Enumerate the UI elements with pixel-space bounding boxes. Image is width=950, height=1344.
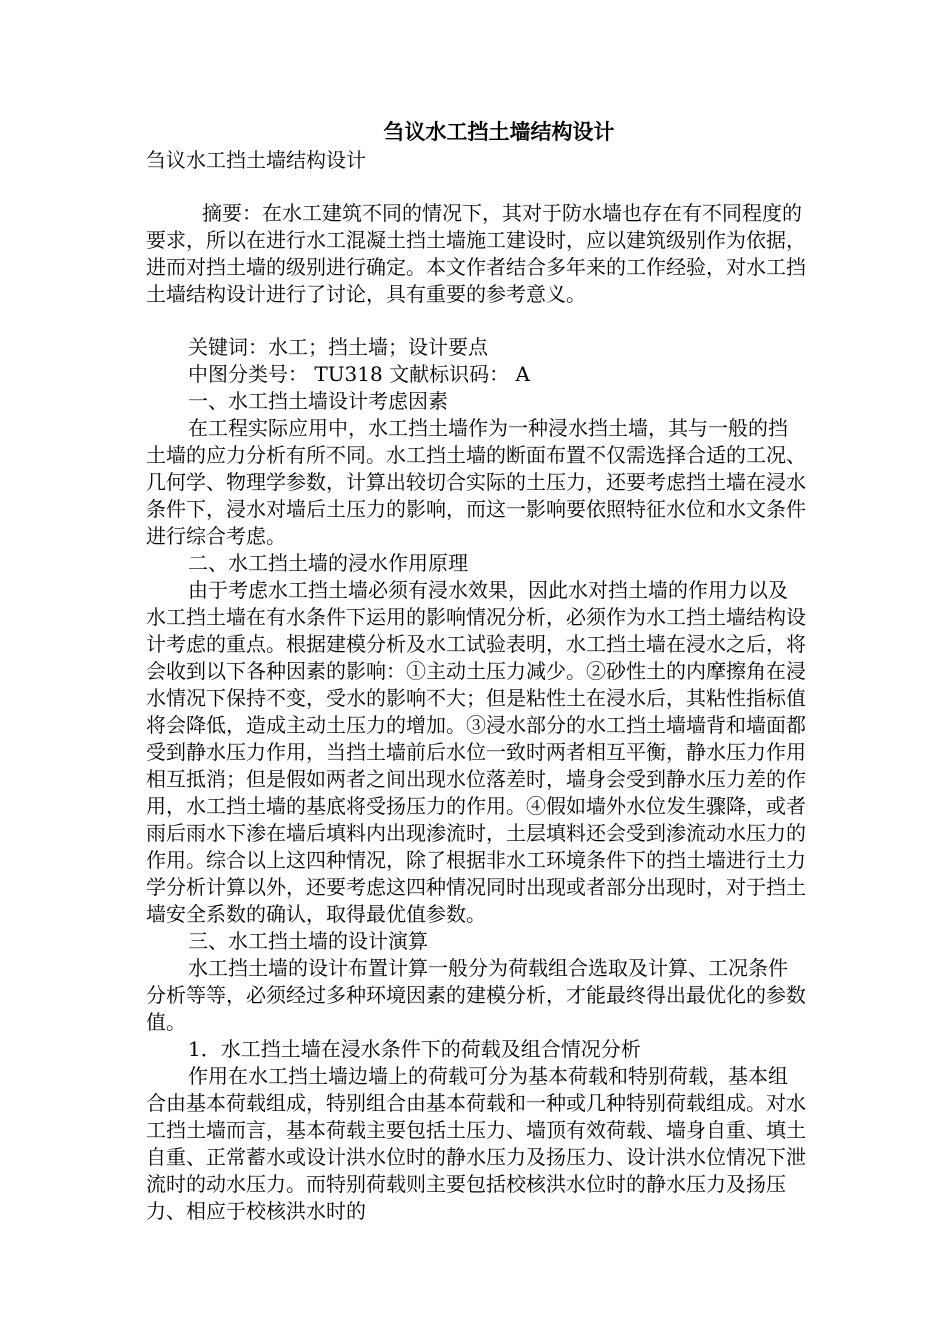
keywords-line: 关键词：水工；挡土墙；设计要点	[188, 335, 488, 359]
section-2-paragraph: 由于考虑水工挡土墙必须有浸水效果，因此水对挡土墙的作用力以及水工挡土墙在有水条件下运用的影响情况分析，必须作为水工挡土墙结构设计考虑的重点。根据建模分析及水工试验表明，水工挡土墙在浸水之后，将会收到以下各种因素的影响：①主动土压力减少。②砂性土的内摩擦角在浸水情况下保持不变，受水的影响不大；但是粘性土在浸水后，其粘性指标值将会降低，造成主动土压力的增加。③浸水部分的水工挡土墙墙背和墙面都受到静水压力作用，当挡土墙前后水位一致时两者相互平衡，静水压力作用相互抵消；但是假如两者之间出现水位落差时，墙身会受到静水压力差的作用，水工挡土墙的基底将受扬压力的作用。④假如墙外水位发生骤降，或者雨后雨水下渗在墙后填料内出现渗流时，土层填料还会受到渗流动水压力的作用。综合以上这四种情况，除了根据非水工环境条件下的挡土墙进行土力学分析计算以外，还要考虑这四种情况同时出现或者部分出现时，对于挡土墙安全系数的确认，取得最优值参数。	[146, 578, 806, 926]
section-heading-3: 三、水工挡土墙的设计演算	[188, 929, 428, 953]
document-title: 刍议水工挡土墙结构设计	[383, 119, 615, 144]
spacer	[146, 308, 806, 334]
subsection-heading-3-1: 1．水工挡土墙在浸水条件下的荷载及组合情况分析	[188, 1037, 641, 1061]
spacer	[146, 174, 806, 200]
section-3-paragraph: 水工挡土墙的设计布置计算一般分为荷载组合选取及计算、工况条件分析等等，必须经过多种环境因素的建模分析，才能最终得出最优化的参数值。	[146, 956, 806, 1034]
section-1-paragraph: 在工程实际应用中，水工挡土墙作为一种浸水挡土墙，其与一般的挡土墙的应力分析有所不同。水工挡土墙的断面布置不仅需选择合适的工况、几何学、物理学参数，计算出较切合实际的土压力，还要考虑挡土墙在浸水条件下，浸水对墙后土压力的影响，而这一影响要依照特征水位和水文条件进行综合考虑。	[146, 416, 806, 548]
document-subtitle: 刍议水工挡土墙结构设计	[146, 148, 366, 172]
subsection-3-1-paragraph: 作用在水工挡土墙边墙上的荷载可分为基本荷载和特别荷载，基本组合由基本荷载组成，特别组合由基本荷载和一种或几种特别荷载组成。对水工挡土墙而言，基本荷载主要包括土压力、墙顶有效荷载、墙身自重、填土自重、正常蓄水或设计洪水位时的静水压力及扬压力、设计洪水位情况下泄流时的动水压力。而特别荷载则主要包括校核洪水位时的静水压力及扬压力、相应于校核洪水时的	[146, 1064, 806, 1223]
abstract-paragraph: 摘要：在水工建筑不同的情况下，其对于防水墙也存在有不同程度的要求，所以在进行水工混凝土挡土墙施工建设时，应以建筑级别作为依据，进而对挡土墙的级别进行确定。本文作者结合多年来的工作经验，对水工挡土墙结构设计进行了讨论，具有重要的参考意义。	[146, 201, 806, 306]
classification-line: 中图分类号： TU318 文献标识码： A	[188, 362, 530, 386]
section-heading-1: 一、水工挡土墙设计考虑因素	[188, 389, 448, 413]
section-heading-2: 二、水工挡土墙的浸水作用原理	[188, 551, 468, 575]
document-page	[146, 118, 806, 1225]
